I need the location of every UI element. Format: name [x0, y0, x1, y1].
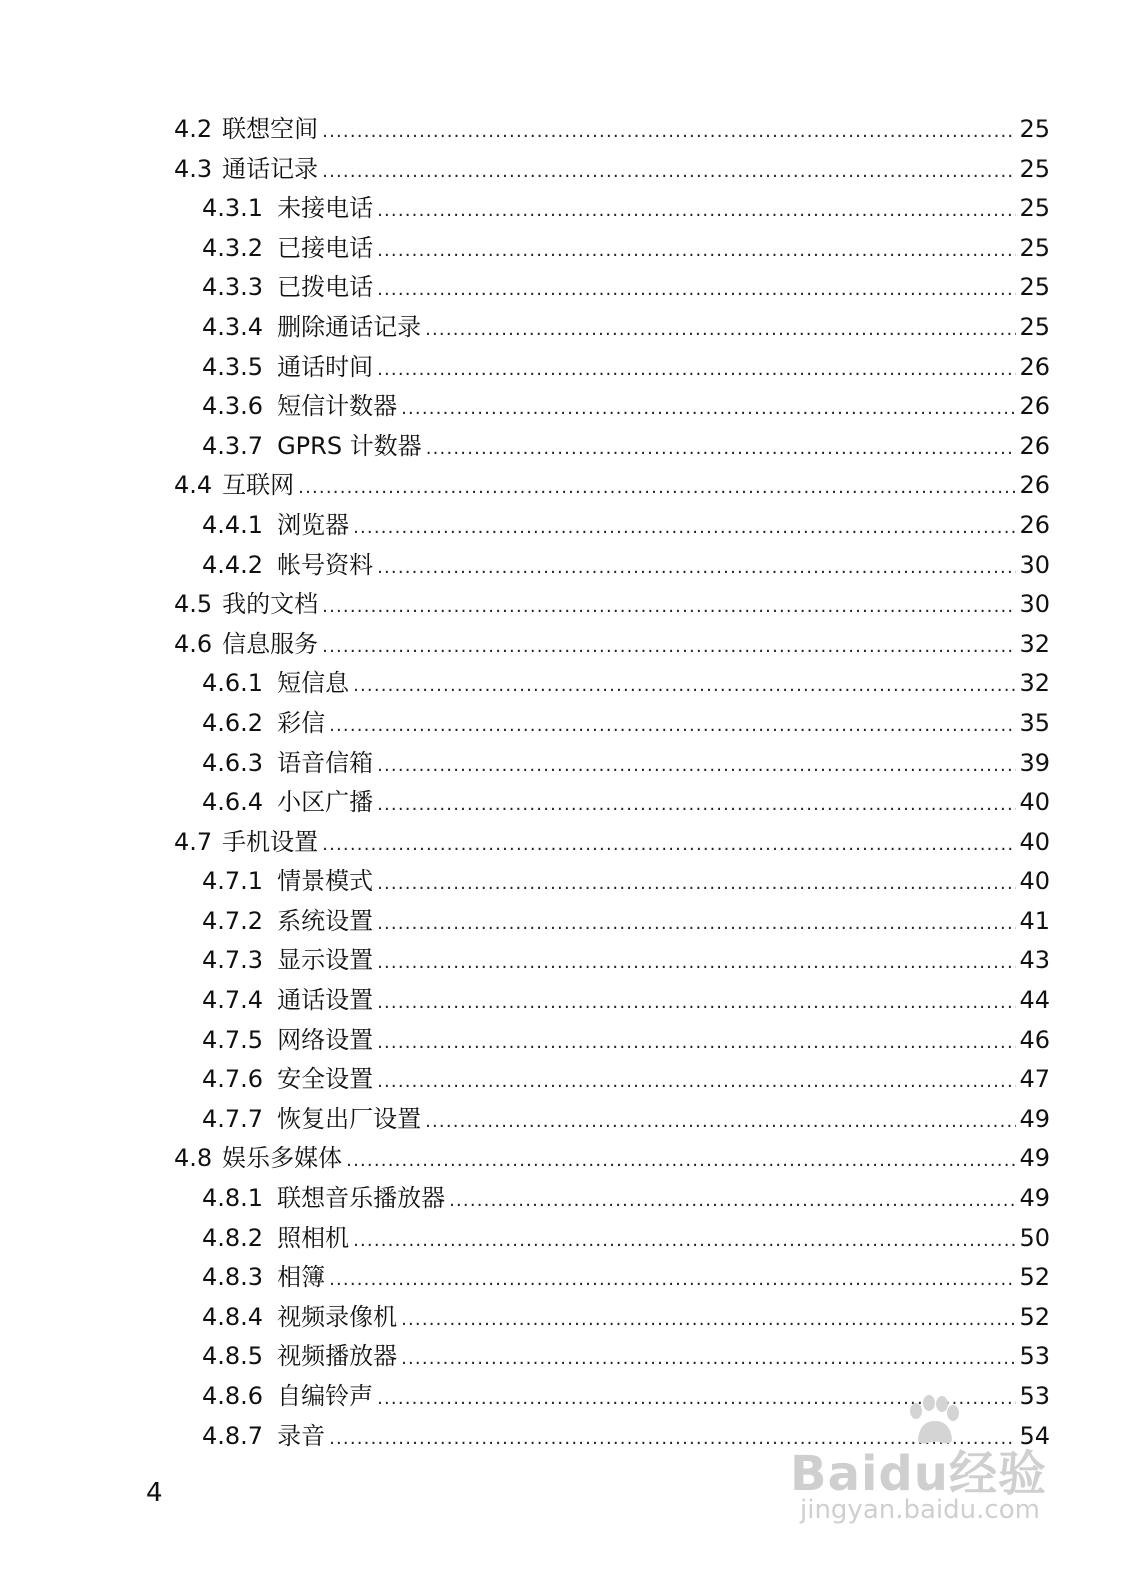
toc-entry-number: 4.3.6: [202, 392, 264, 421]
toc-dot-leader: [377, 904, 1016, 944]
toc-entry-number: 4.7.1: [202, 867, 264, 896]
toc-entry: [174, 1139, 1050, 1179]
toc-entry: [174, 981, 1050, 1021]
toc-entry-title: 视频播放器: [277, 1342, 398, 1371]
toc-entry-page: 50: [1019, 1223, 1050, 1252]
table-of-contents: [174, 110, 1050, 1456]
toc-dot-leader: [401, 1339, 1016, 1379]
toc-entry-number: 4.7.6: [202, 1065, 264, 1094]
toc-entry-page: 25: [1019, 273, 1050, 302]
toc-entry: [174, 902, 1050, 942]
toc-dot-leader: [449, 1181, 1016, 1221]
toc-entry-number: 4.8: [174, 1144, 213, 1173]
toc-entry-number: 4.3.1: [202, 194, 264, 223]
toc-entry: [174, 744, 1050, 784]
toc-entry-number: 4.3.3: [202, 273, 264, 302]
toc-entry-page: 49: [1019, 1104, 1050, 1133]
toc-entry-title: 安全设置: [277, 1065, 374, 1094]
toc-entry-page: 25: [1019, 312, 1050, 341]
toc-entry-number: 4.8.4: [202, 1302, 264, 1331]
toc-entry-number: 4.7.2: [202, 906, 264, 935]
toc-entry-title: 信息服务: [222, 629, 319, 658]
toc-entry: [174, 229, 1050, 269]
toc-entry-page: 26: [1019, 352, 1050, 381]
toc-dot-leader: [377, 864, 1016, 904]
watermark-brand: Baidu经验: [790, 1446, 1047, 1502]
toc-dot-leader: [329, 1260, 1016, 1300]
toc-entry-title: 显示设置: [277, 946, 374, 975]
toc-entry: [174, 1298, 1050, 1338]
toc-dot-leader: [377, 270, 1016, 310]
toc-entry: [174, 1100, 1050, 1140]
toc-entry-number: 4.7.5: [202, 1025, 264, 1054]
toc-entry-page: 25: [1019, 115, 1050, 143]
toc-entry-page: 39: [1019, 748, 1050, 777]
toc-entry-number: 4.5: [174, 590, 213, 619]
toc-entry: [174, 664, 1050, 704]
toc-entry-number: 4.8.1: [202, 1184, 264, 1213]
toc-entry-title: 通话设置: [277, 986, 374, 1015]
toc-entry-page: 44: [1019, 986, 1050, 1015]
toc-entry-number: 4.7.4: [202, 986, 264, 1015]
toc-entry-page: 30: [1019, 590, 1050, 619]
toc-entry-number: 4.8.7: [202, 1421, 264, 1450]
toc-entry-title: 小区广播: [277, 788, 374, 817]
toc-entry: [174, 189, 1050, 229]
toc-entry-title: 手机设置: [222, 827, 319, 856]
toc-entry: [174, 466, 1050, 506]
toc-entry-title: 联想音乐播放器: [277, 1184, 446, 1213]
toc-entry-title: 短信息: [277, 669, 350, 698]
toc-entry-title: 语音信箱: [277, 748, 374, 777]
toc-entry-page: 49: [1019, 1184, 1050, 1213]
toc-entry-number: 4.3.2: [202, 233, 264, 262]
toc-entry-page: 40: [1019, 867, 1050, 896]
toc-entry: [174, 506, 1050, 546]
page-number: 4: [146, 1478, 163, 1508]
toc-dot-leader: [322, 627, 1016, 667]
toc-dot-leader: [353, 666, 1016, 706]
toc-entry: [174, 1179, 1050, 1219]
toc-dot-leader: [377, 943, 1016, 983]
toc-entry-title: 通话记录: [222, 154, 319, 183]
toc-entry-number: 4.2: [174, 115, 213, 143]
toc-entry: [174, 427, 1050, 467]
toc-dot-leader: [322, 152, 1016, 192]
toc-entry-title: 彩信: [277, 708, 326, 737]
toc-dot-leader: [353, 508, 1016, 548]
toc-entry-title: 自编铃声: [277, 1382, 374, 1410]
toc-dot-leader: [346, 1141, 1016, 1181]
toc-dot-leader: [353, 1221, 1016, 1261]
toc-entry-page: 43: [1019, 946, 1050, 975]
toc-entry: [174, 546, 1050, 586]
toc-entry: [174, 1219, 1050, 1259]
toc-entry: [174, 1337, 1050, 1377]
toc-entry-page: 54: [1019, 1421, 1050, 1450]
toc-entry: [174, 585, 1050, 625]
toc-entry-number: 4.4.2: [202, 550, 264, 579]
toc-entry-page: 30: [1019, 550, 1050, 579]
toc-entry-title: 恢复出厂设置: [277, 1104, 422, 1133]
toc-entry-title: 联想空间: [222, 115, 319, 143]
toc-dot-leader: [401, 1300, 1016, 1340]
toc-entry-number: 4.7.3: [202, 946, 264, 975]
toc-entry-page: 52: [1019, 1263, 1050, 1292]
toc-entry-page: 53: [1019, 1342, 1050, 1371]
toc-entry-title: 录音: [277, 1421, 326, 1450]
toc-entry-number: 4.6.2: [202, 708, 264, 737]
toc-entry-number: 4.4.1: [202, 510, 264, 539]
toc-dot-leader: [377, 350, 1016, 390]
toc-entry-number: 4.8.6: [202, 1382, 264, 1410]
toc-entry-number: 4.8.3: [202, 1263, 264, 1292]
toc-entry-page: 26: [1019, 471, 1050, 500]
toc-entry-title: 我的文档: [222, 590, 319, 619]
toc-entry-title: 浏览器: [277, 510, 350, 539]
toc-entry-title: 系统设置: [277, 906, 374, 935]
toc-entry-number: 4.4: [174, 471, 213, 500]
toc-dot-leader: [425, 310, 1016, 350]
toc-entry-title: 已接电话: [277, 233, 374, 262]
toc-entry-number: 4.6.1: [202, 669, 264, 698]
toc-dot-leader: [377, 1062, 1016, 1102]
toc-entry-number: 4.3: [174, 154, 213, 183]
toc-entry-title: 未接电话: [277, 194, 374, 223]
toc-entry-title: 情景模式: [277, 867, 374, 896]
toc-dot-leader: [377, 983, 1016, 1023]
toc-entry: [174, 1060, 1050, 1100]
toc-dot-leader: [425, 1102, 1016, 1142]
toc-dot-leader: [377, 548, 1016, 588]
toc-entry-number: 4.8.2: [202, 1223, 264, 1252]
toc-entry-title: 短信计数器: [277, 392, 398, 421]
toc-entry: [174, 783, 1050, 823]
toc-entry-number: 4.3.7: [202, 431, 264, 460]
toc-entry-title: 删除通话记录: [277, 312, 422, 341]
toc-entry: [174, 348, 1050, 388]
toc-dot-leader: [329, 706, 1016, 746]
toc-entry: [174, 823, 1050, 863]
toc-dot-leader: [377, 1023, 1016, 1063]
toc-dot-leader: [377, 231, 1016, 271]
toc-entry-number: 4.6.4: [202, 788, 264, 817]
toc-entry-page: 47: [1019, 1065, 1050, 1094]
toc-entry-page: 26: [1019, 510, 1050, 539]
toc-entry-page: 32: [1019, 629, 1050, 658]
toc-entry-page: 25: [1019, 154, 1050, 183]
toc-entry: [174, 150, 1050, 190]
toc-entry: [174, 387, 1050, 427]
toc-entry-title: 帐号资料: [277, 550, 374, 579]
toc-dot-leader: [377, 746, 1016, 786]
toc-entry-number: 4.3.5: [202, 352, 264, 381]
toc-dot-leader: [401, 389, 1016, 429]
toc-entry-page: 35: [1019, 708, 1050, 737]
toc-dot-leader: [298, 468, 1016, 508]
toc-dot-leader: [377, 785, 1016, 825]
toc-entry-page: 52: [1019, 1302, 1050, 1331]
toc-entry: [174, 941, 1050, 981]
toc-entry-page: 53: [1019, 1382, 1050, 1410]
toc-entry-title: 娱乐多媒体: [222, 1144, 343, 1173]
toc-entry-title: 相簿: [277, 1263, 326, 1292]
toc-entry-number: 4.6: [174, 629, 213, 658]
toc-entry-title: 互联网: [222, 471, 295, 500]
toc-entry-title: 网络设置: [277, 1025, 374, 1054]
baidu-watermark: [790, 1395, 1060, 1535]
toc-dot-leader: [322, 112, 1016, 152]
toc-entry: [174, 308, 1050, 348]
toc-entry-title: GPRS 计数器: [277, 431, 422, 460]
toc-entry: [174, 704, 1050, 744]
toc-entry-number: 4.7: [174, 827, 213, 856]
toc-entry: [174, 110, 1050, 150]
toc-entry-page: 25: [1019, 233, 1050, 262]
toc-dot-leader: [426, 429, 1017, 469]
toc-entry-page: 25: [1019, 194, 1050, 223]
toc-entry-page: 40: [1019, 827, 1050, 856]
toc-entry-number: 4.6.3: [202, 748, 264, 777]
toc-dot-leader: [322, 825, 1016, 865]
toc-entry-page: 32: [1019, 669, 1050, 698]
toc-entry-number: 4.7.7: [202, 1104, 264, 1133]
toc-entry: [174, 862, 1050, 902]
toc-dot-leader: [322, 587, 1016, 627]
toc-entry: [174, 268, 1050, 308]
toc-entry-number: 4.8.5: [202, 1342, 264, 1371]
toc-entry-page: 41: [1019, 906, 1050, 935]
toc-entry-title: 照相机: [277, 1223, 350, 1252]
toc-entry: [174, 625, 1050, 665]
toc-entry-title: 已拨电话: [277, 273, 374, 302]
toc-entry-number: 4.3.4: [202, 312, 264, 341]
toc-dot-leader: [377, 191, 1016, 231]
toc-entry-page: 26: [1019, 431, 1050, 460]
toc-entry: [174, 1021, 1050, 1061]
toc-entry-title: 通话时间: [277, 352, 374, 381]
toc-entry-page: 40: [1019, 788, 1050, 817]
toc-entry-title: 视频录像机: [277, 1302, 398, 1331]
toc-entry-page: 26: [1019, 392, 1050, 421]
toc-entry-page: 46: [1019, 1025, 1050, 1054]
toc-entry: [174, 1258, 1050, 1298]
watermark-url: jingyan.baidu.com: [800, 1495, 1040, 1525]
toc-entry-page: 49: [1019, 1144, 1050, 1173]
